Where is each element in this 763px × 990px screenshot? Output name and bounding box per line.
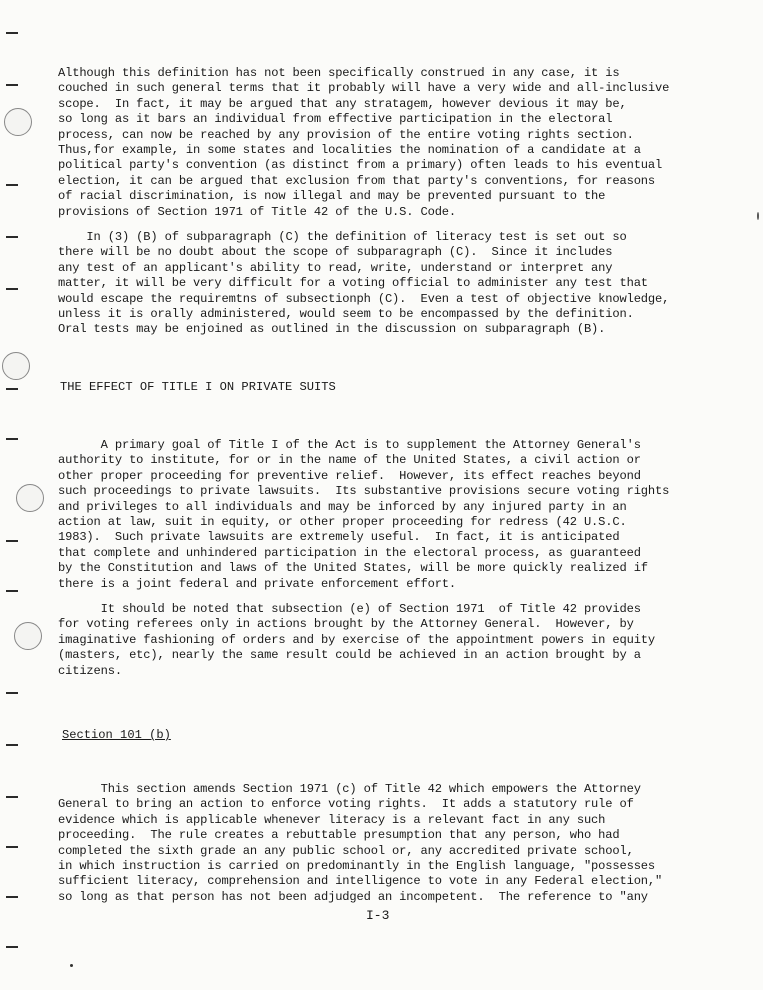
text-line: by the Constitution and laws of the United States, will be more quickly realized if [58, 561, 648, 576]
text-line: Thus,for example, in some states and localities the nomination of a candidate at a [58, 143, 641, 158]
text-line: process, can now be reached by any provision of the entire voting rights section. [58, 127, 634, 142]
text-line: In (3) (B) of subparagraph (C) the definition of literacy test is set out so [58, 230, 627, 244]
section-heading-101b: Section 101 (b) [62, 728, 171, 742]
text-line: citizens. [58, 663, 122, 678]
text-line: for voting referees only in actions brought by the Attorney General. However, by [58, 617, 634, 632]
text-line: provisions of Section 1971 of Title 42 of the U.S. Code. [58, 204, 457, 219]
text-line: matter, it will be very difficult for a voting official to administer any test that [58, 276, 648, 291]
text-line: scope. In fact, it may be argued that any stratagem, however devious it may be, [58, 96, 627, 111]
text-line: unless it is orally administered, would seem to be encompassed by the definition. [58, 307, 634, 322]
text-line: that complete and unhindered participation in the electoral process, as guaranteed [58, 545, 641, 560]
text-line: Oral tests may be enjoined as outlined in the discussion on subparagraph (B). [58, 322, 606, 337]
scan-speck [757, 212, 759, 220]
margin-mark [6, 946, 18, 948]
text-line: election, it can be argued that exclusion from that party's conventions, for reasons [58, 173, 656, 188]
margin-mark [6, 796, 18, 798]
paragraph-section-amends [58, 782, 708, 905]
text-line: This section amends Section 1971 (c) of Title 42 which empowers the Attorney [58, 782, 641, 796]
text-line: such proceedings to private lawsuits. Its substantive provisions secure voting rights [58, 484, 670, 499]
punch-hole [4, 108, 32, 136]
text-line: Although this definition has not been specifically construed in any case, it is [58, 66, 620, 80]
text-line: there will be no doubt about the scope of subparagraph (C). Since it includes [58, 245, 613, 260]
text-line: (masters, etc), nearly the same result could be achieved in an action brought by a [58, 648, 641, 663]
text-line: action at law, suit in equity, or other proper proceeding for redress (42 U.S.C. [58, 515, 627, 530]
text-line: would escape the requiremtns of subsectionph (C). Even a test of objective knowledge, [58, 291, 670, 306]
margin-mark [6, 32, 18, 34]
scan-speck [70, 964, 73, 967]
text-line: and privileges to all individuals and may be inforced by any injured party in an [58, 499, 627, 514]
margin-mark [6, 388, 18, 390]
margin-mark [6, 692, 18, 694]
text-line: in which instruction is carried on predominantly in the English language, "possesses [58, 859, 656, 874]
section-heading-private-suits: THE EFFECT OF TITLE I ON PRIVATE SUITS [60, 380, 336, 394]
margin-mark [6, 846, 18, 848]
text-line: there is a joint federal and private enforcement effort. [58, 576, 457, 591]
text-line: 1983). Such private lawsuits are extremely useful. In fact, it is anticipated [58, 530, 620, 545]
text-line: of racial discrimination, is now illegal and may be prevented pursuant to the [58, 189, 606, 204]
paragraph-literacy-test [58, 230, 708, 338]
text-line: political party's convention (as distinct from a primary) often leads to his eventual [58, 158, 663, 173]
text-line: imaginative fashioning of orders and by exercise of the appointment powers in equity [58, 632, 656, 647]
text-line: proceeding. The rule creates a rebuttable presumption that any person, who had [58, 828, 620, 843]
page-number: I-3 [366, 908, 390, 923]
text-line: General to bring an action to enforce voting rights. It adds a statutory rule of [58, 797, 634, 812]
text-line: evidence which is applicable whenever literacy is a relevant fact in any such [58, 812, 606, 827]
punch-hole [2, 352, 30, 380]
punch-hole [14, 622, 42, 650]
margin-mark [6, 744, 18, 746]
text-line: so long as that person has not been adjudged an incompetent. The reference to "any [58, 889, 648, 904]
text-line: It should be noted that subsection (e) of Section 1971 of Title 42 provides [58, 602, 641, 616]
text-line: authority to institute, for or in the name of the United States, a civil action or [58, 453, 641, 468]
paragraph-voting-referees [58, 602, 708, 679]
paragraph-primary-goal [58, 438, 708, 592]
text-line: sufficient literacy, comprehension and intelligence to vote in any Federal election," [58, 874, 663, 889]
punch-hole [16, 484, 44, 512]
text-line: couched in such general terms that it probably will have a very wide and all-inclusive [58, 81, 670, 96]
margin-mark [6, 438, 18, 440]
text-line: completed the sixth grade an any public school or, any accredited private school, [58, 843, 634, 858]
text-line: other proper proceeding for preventive relief. However, its effect reaches beyond [58, 468, 641, 483]
margin-mark [6, 236, 18, 238]
margin-mark [6, 84, 18, 86]
margin-mark [6, 288, 18, 290]
margin-mark [6, 184, 18, 186]
text-line: A primary goal of Title I of the Act is to supplement the Attorney General's [58, 438, 641, 452]
text-line: so long as it bars an individual from effective participation in the electoral [58, 112, 613, 127]
margin-mark [6, 896, 18, 898]
margin-mark [6, 590, 18, 592]
margin-mark [6, 540, 18, 542]
text-line: any test of an applicant's ability to read, write, understand or interpret any [58, 260, 613, 275]
paragraph-definition-scope [58, 66, 708, 220]
